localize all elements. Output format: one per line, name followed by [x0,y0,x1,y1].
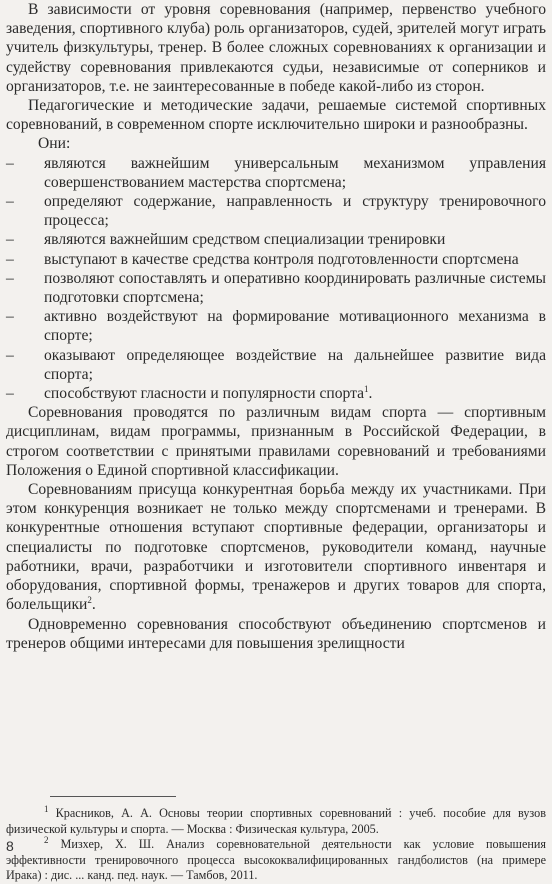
dash-marker: – [6,250,14,268]
list-item [6,250,546,269]
footnote-divider [50,796,176,797]
dash-marker: – [6,385,14,403]
dash-marker: – [6,346,14,364]
list-item-text: являются важнейшим универсальным механизмом управления совершенствованием мастерства спортсмена; [44,154,546,191]
paragraph: Педагогические и методические задачи, решаемые системой спортивных соревнований, в современном спорте исключительно широки и разнообразны. [6,97,546,134]
list-item-text: являются важнейшим средством специализации тренировки [44,231,446,249]
page-number: 8 [6,838,14,854]
body-text [6,0,546,653]
list-item [6,307,546,345]
list-item: – способствуют гласности и популярности спорта$^1$. [6,383,373,403]
list-item-text: выступают в качестве средства контроля подготовленности спортсмена [44,250,519,268]
dash-marker: – [6,308,14,326]
list-item-text: способствуют гласности и популярности спорта [44,385,365,403]
paragraph [6,480,546,614]
bullet-list [6,154,546,404]
footnote-text: Мизхер, Х. Ш. Анализ соревновательной деятельности как условие повышения эффективности тренировочного процесса высококвалифицированных гандболистов (на примере Ирака) : дис. ... канд. пед. наук. — Тамбов, 2011. [6,837,547,883]
footnote-number: 1 [44,803,49,814]
list-item [6,346,546,384]
paragraph: Одновременно соревнования способствуют объединению спортсменов и тренеров общими интересами для повышения зрелищности [6,615,546,652]
list-item [6,154,546,192]
list-item-text: определяют содержание, направленность и структуру тренировочного процесса; [44,193,546,230]
dash-marker: – [6,154,14,172]
sentence-end: . [91,596,96,614]
paragraph: В зависимости от уровня соревнования (например, первенство учебного заведения, спортивного клуба) роль организаторов, судей, зрителей могут играть учитель физкультуры, тренер. В более сложных соревнованиях к организации и судейству соревнования привлекаются судьи, независимые от соперников и организаторов, т.е. не заинтересованные в победе какой-либо из сторон. [6,1,546,95]
paragraph: Они: [38,135,71,153]
list-item-text: активно воздействуют на формирование мотивационного механизма в спорте; [44,308,546,345]
footnote-ref[interactable]: 1 [364,383,369,394]
list-item [6,230,546,249]
footnote [6,803,547,837]
footnote-number: 2 [44,835,49,846]
footnote [6,837,546,884]
dash-marker: – [6,193,14,211]
dash-marker: – [6,231,14,249]
list-item-text: позволяют сопоставлять и оперативно координировать различные системы подготовки спортсмена; [44,269,546,307]
footnote-text: Красников, А. А. Основы теории спортивных соревнований : учеб. пособие для вузов физической культуры и спорта. — Москва : Физическая культура, 2005. [6,806,547,836]
dash-marker: – [6,269,14,287]
list-item [6,192,546,230]
footnotes [6,803,547,884]
list-item [6,269,546,307]
paragraph-text: Соревнованиям присуща конкурентная борьба между их участниками. При этом конкуренция возникает не только между спортсменами и тренерами. В конкурентные отношения вступают спортивные федерации, организаторы и специалисты по подготовке спортсменов, руководители команд, научные работники, врачи, разработчики и изготовители спортивного инвентаря и оборудования, спортивной формы, тренажеров и других товаров для спорта, болельщики [6,481,546,614]
paragraph: Соревнования проводятся по различным видам спорта — спортивным дисциплинам, видам программы, признанным в Российской Федерации, в строгом соответствии с принятыми правилами соревнований и требованиями Положения о Единой спортивной классификации. [6,404,546,479]
list-item-text: оказывают определяющее воздействие на дальнейшее развитие вида спорта; [44,346,546,383]
footnote-ref[interactable]: 2 [87,595,92,606]
